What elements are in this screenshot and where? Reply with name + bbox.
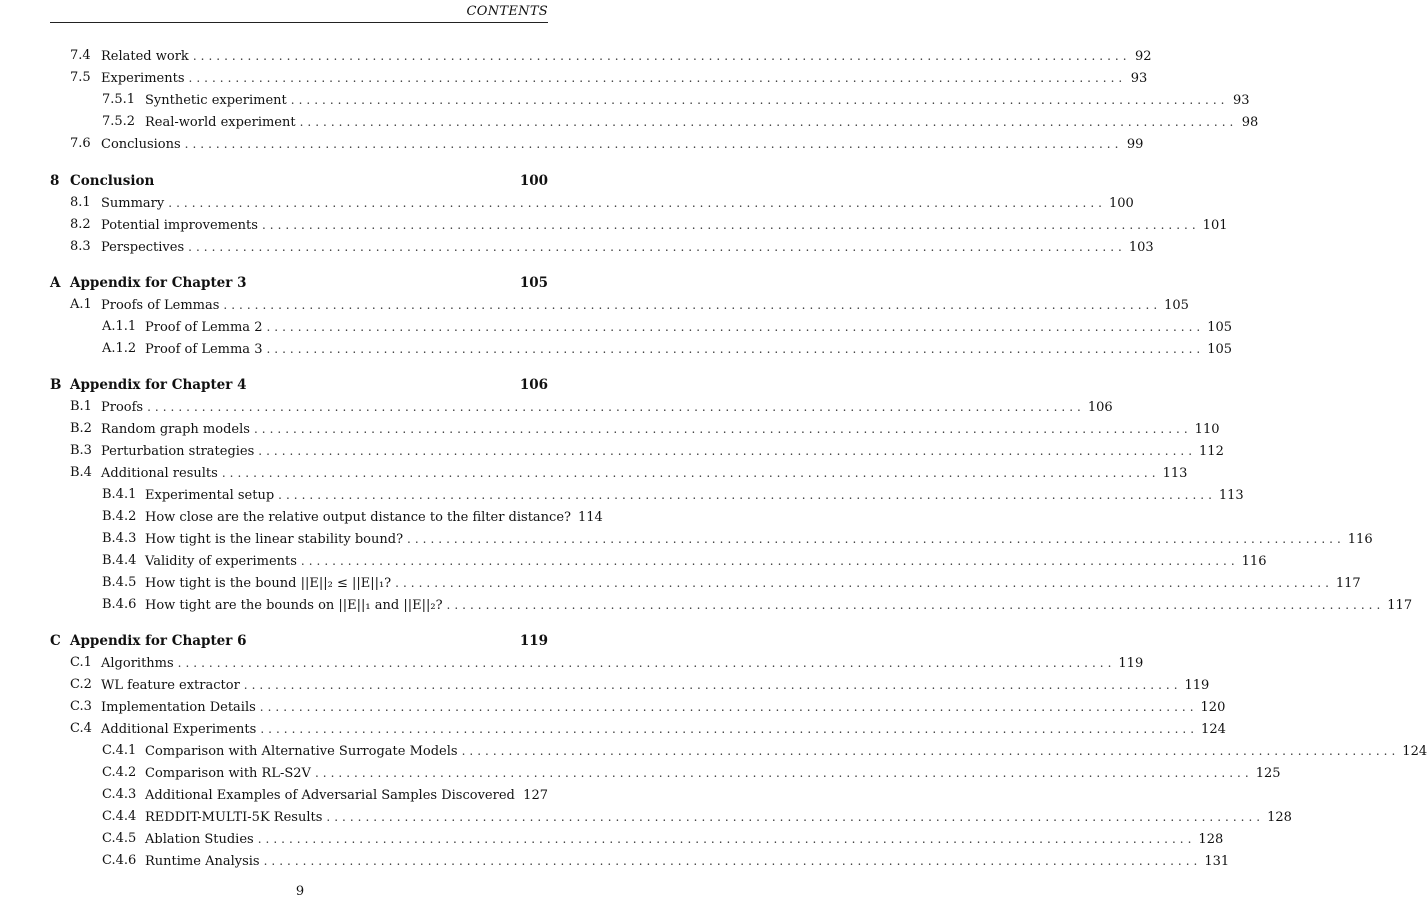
toc-entry-title: Summary <box>101 196 165 211</box>
toc-entry-line <box>145 785 548 806</box>
toc-entry-number: C.1 <box>70 655 92 670</box>
toc-entry-number: C.2 <box>70 677 92 692</box>
toc-entry-line <box>145 763 1281 784</box>
toc-chapter-entry[interactable] <box>0 375 600 395</box>
toc-entry-page: 120 <box>1200 700 1226 715</box>
dot-leader: ........................................................................................................................ <box>260 722 1199 736</box>
dot-leader: ........................................................................................................................ <box>188 240 1126 254</box>
toc-entry-number: C.4 <box>70 721 92 736</box>
toc-entry-number: B.4.5 <box>102 575 137 590</box>
toc-entry-line <box>145 112 1259 133</box>
toc-entry-line <box>145 90 1250 111</box>
toc-entry[interactable] <box>0 134 1144 154</box>
toc-entry[interactable] <box>0 295 1189 315</box>
toc-entry-page: 105 <box>1207 342 1233 357</box>
toc-entry-line <box>101 463 1188 484</box>
toc-entry-page: 124 <box>1402 744 1427 759</box>
toc-entry-page: 93 <box>1232 93 1250 108</box>
toc-entry[interactable] <box>0 675 1210 695</box>
toc-entry-number: B.4.6 <box>102 597 137 612</box>
dot-leader: ........................................................................................................................ <box>223 298 1162 312</box>
toc-entry-title: How tight is the bound ||E||₂ ≤ ||E||₁? <box>145 576 392 591</box>
dot-leader: ........................................................................................................................ <box>314 766 1253 780</box>
toc-entry-title: Related work <box>101 49 189 64</box>
toc-entry-line <box>145 851 1230 872</box>
dot-leader: ........................................................................................................................ <box>263 854 1202 868</box>
toc-entry-title: How tight are the bounds on ||E||₁ and ||E||₂? <box>145 598 443 613</box>
running-header <box>50 4 548 23</box>
dot-leader: ........................................................................................................................ <box>266 342 1205 356</box>
dot-leader: ........................................................................................................................ <box>259 700 1198 714</box>
toc-entry[interactable] <box>0 112 1259 132</box>
toc-entry-title: Potential improvements <box>101 218 258 233</box>
toc-entry-number: C.4.6 <box>102 853 137 868</box>
toc-entry[interactable] <box>0 215 1228 235</box>
toc-entry-number: C.4.1 <box>102 743 137 758</box>
toc-entry-title: Experimental setup <box>145 488 275 503</box>
toc-entry-number: B.1 <box>70 399 92 414</box>
toc-entry-line <box>145 595 1413 616</box>
toc-entry[interactable] <box>0 507 603 527</box>
toc-chapter-entry[interactable] <box>0 631 600 651</box>
toc-entry-number: C.4.2 <box>102 765 137 780</box>
dot-leader: ........................................................................................................................ <box>221 466 1160 480</box>
toc-entry[interactable] <box>0 317 1233 337</box>
toc-entry-title: How close are the relative output distance to the filter distance? <box>145 510 571 525</box>
toc-entry-number: C <box>50 633 61 649</box>
toc-entry-number: C.4.4 <box>102 809 137 824</box>
toc-entry-title: Conclusion <box>70 173 155 189</box>
toc-entry-line <box>145 741 1427 762</box>
toc-entry-title: Appendix for Chapter 3 <box>70 275 247 291</box>
toc-entry-line <box>145 317 1233 338</box>
toc-entry-line <box>101 295 1189 316</box>
toc-entry-title: Perturbation strategies <box>101 444 255 459</box>
dot-leader: ........................................................................................................................ <box>278 488 1216 502</box>
toc-entry[interactable] <box>0 653 1144 673</box>
toc-entry-title: Additional Experiments <box>101 722 257 737</box>
toc-entry[interactable] <box>0 807 1292 827</box>
toc-entry-title: Additional results <box>101 466 218 481</box>
toc-entry[interactable] <box>0 741 1427 761</box>
toc-entry-number: 8 <box>50 173 60 189</box>
toc-entry-number: A.1.2 <box>102 341 137 356</box>
toc-entry-number: A <box>50 275 61 291</box>
toc-entry[interactable] <box>0 397 1113 417</box>
dot-leader: ........................................................................................................................ <box>261 218 1200 232</box>
header-title: CONTENTS <box>466 4 548 19</box>
toc-entry-number: B.4.2 <box>102 509 137 524</box>
toc-entry-page: 110 <box>1194 422 1220 437</box>
toc-entry-title: Validity of experiments <box>145 554 297 569</box>
toc-entry-page: 112 <box>1199 444 1224 459</box>
toc-entry-line <box>145 529 1373 550</box>
toc-entry-page: 117 <box>1335 576 1361 591</box>
toc-entry-page: 93 <box>1130 71 1148 86</box>
dot-leader: ........................................................................................................................ <box>147 400 1085 414</box>
toc-entry-line <box>101 719 1226 740</box>
toc-entry-page: 131 <box>1204 854 1230 869</box>
toc-entry-title: Random graph models <box>101 422 250 437</box>
toc-entry[interactable] <box>0 193 1134 213</box>
toc-entry-page: 101 <box>1202 218 1228 233</box>
toc-entry-title: Synthetic experiment <box>145 93 287 108</box>
toc-entry-line <box>70 375 548 395</box>
toc-entry-line <box>145 573 1361 594</box>
toc-entry-number: C.4.3 <box>102 787 137 802</box>
toc-entry-page: 106 <box>1087 400 1113 415</box>
toc-entry-page: 105 <box>519 275 548 291</box>
dot-leader: ........................................................................................................................ <box>243 678 1182 692</box>
toc-entry-page: 119 <box>1184 678 1210 693</box>
toc-entry-title: Appendix for Chapter 6 <box>70 633 247 649</box>
toc-entry-page: 106 <box>519 377 548 393</box>
toc-entry-number: 7.5 <box>70 70 91 85</box>
toc-entry-number: 7.5.2 <box>102 114 136 129</box>
toc-entry-number: 8.1 <box>70 195 91 210</box>
toc-entry-line <box>145 807 1292 828</box>
toc-entry[interactable] <box>0 463 1188 483</box>
toc-entry-page: 119 <box>1118 656 1144 671</box>
toc-entry-number: B.4.1 <box>102 487 137 502</box>
dot-leader: ........................................................................................................................ <box>253 422 1192 436</box>
dot-leader: ........................................................................................................................ <box>446 598 1385 612</box>
dot-leader: ........................................................................................................................ <box>395 576 1333 590</box>
toc-entry-page: 125 <box>1255 766 1281 781</box>
toc-entry-number: C.4.5 <box>102 831 137 846</box>
toc-entry[interactable] <box>0 551 1267 571</box>
toc-entry-line <box>145 551 1267 572</box>
dot-leader: ........................................................................................................................ <box>188 71 1127 85</box>
toc-entry-line <box>101 237 1154 258</box>
toc-entry-line <box>101 215 1228 236</box>
page-number: 9 <box>295 884 305 899</box>
toc-entry-line <box>145 485 1244 506</box>
toc-entry-line <box>101 697 1226 718</box>
toc-entry-line <box>101 441 1224 462</box>
toc-entry[interactable] <box>0 595 1413 615</box>
toc-entry-number: 8.3 <box>70 239 91 254</box>
toc-entry-number: B.2 <box>70 421 92 436</box>
toc-entry-page: 127 <box>523 788 548 803</box>
toc-entry[interactable] <box>0 68 1148 88</box>
toc-entry[interactable] <box>0 90 1250 110</box>
toc-entry[interactable] <box>0 785 600 805</box>
toc-entry-page: 99 <box>1126 137 1144 152</box>
toc-entry-page: 98 <box>1241 115 1259 130</box>
toc-entry-title: Comparison with Alternative Surrogate Models <box>145 744 458 759</box>
dot-leader: ........................................................................................................................ <box>290 93 1229 107</box>
toc-entry-line <box>101 397 1113 418</box>
toc-entry-line <box>70 631 548 651</box>
toc-entry-title: WL feature extractor <box>101 678 240 693</box>
toc-entry-number: A.1 <box>70 297 92 312</box>
toc-entry-page: 105 <box>1207 320 1233 335</box>
toc-entry-line <box>101 675 1210 696</box>
toc-entry[interactable] <box>0 419 1220 439</box>
dot-leader: ........................................................................................................................ <box>168 196 1106 210</box>
toc-entry-line <box>101 653 1144 674</box>
toc-entry[interactable] <box>0 46 1152 66</box>
toc-entry-line <box>145 829 1224 850</box>
toc-entry-page: 105 <box>1164 298 1189 313</box>
toc-entry[interactable] <box>0 829 1224 849</box>
toc-entry-line <box>101 68 1148 89</box>
toc-entry-line <box>101 134 1144 155</box>
dot-leader: ........................................................................................................................ <box>184 137 1123 151</box>
toc-entry[interactable] <box>0 237 1154 257</box>
dot-leader: ........................................................................................................................ <box>326 810 1265 824</box>
toc-entry-title: Perspectives <box>101 240 185 255</box>
toc-entry-line <box>101 193 1134 214</box>
toc-entry-title: Ablation Studies <box>145 832 254 847</box>
toc-entry-line <box>145 339 1233 360</box>
toc-entry-number: B.4.4 <box>102 553 137 568</box>
toc-entry-title: Comparison with RL-S2V <box>145 766 311 781</box>
toc-entry[interactable] <box>0 485 1244 505</box>
toc-entry[interactable] <box>0 573 1361 593</box>
dot-leader: ........................................................................................................................ <box>192 49 1131 63</box>
toc-entry-line <box>101 419 1220 440</box>
toc-entry-page: 116 <box>1347 532 1373 547</box>
dot-leader: ........................................................................................................................ <box>257 832 1196 846</box>
toc-entry-title: Additional Examples of Adversarial Samples Discovered <box>145 788 515 803</box>
toc-entry[interactable] <box>0 719 1226 739</box>
toc-entry-page: 100 <box>1108 196 1134 211</box>
toc-entry[interactable] <box>0 697 1226 717</box>
toc-entry-page: 113 <box>1218 488 1244 503</box>
toc-entry[interactable] <box>0 339 1233 359</box>
dot-leader: ........................................................................................................................ <box>461 744 1400 758</box>
toc-entry[interactable] <box>0 763 1281 783</box>
toc-entry-number: B.4 <box>70 465 92 480</box>
toc-entry-page: 116 <box>1241 554 1267 569</box>
toc-entry-number: 8.2 <box>70 217 91 232</box>
toc-entry-page: 124 <box>1201 722 1226 737</box>
toc-entry-title: Implementation Details <box>101 700 256 715</box>
toc-entry-line <box>70 273 548 293</box>
toc-entry[interactable] <box>0 851 1230 871</box>
toc-entry-line <box>145 507 603 528</box>
toc-entry-page: 128 <box>1267 810 1292 825</box>
toc-entry-title: Proof of Lemma 3 <box>145 342 263 357</box>
toc-entry-number: B.4.3 <box>102 531 137 546</box>
toc-entry-title: How tight is the linear stability bound? <box>145 532 404 547</box>
toc-entry-number: 7.4 <box>70 48 91 63</box>
toc-chapter-entry[interactable] <box>0 273 600 293</box>
dot-leader: ........................................................................................................................ <box>177 656 1116 670</box>
toc-entry-page: 128 <box>1198 832 1224 847</box>
toc-entry-number: B.3 <box>70 443 92 458</box>
toc-entry-title: Conclusions <box>101 137 181 152</box>
toc-entry-title: Proofs <box>101 400 144 415</box>
toc-entry-number: A.1.1 <box>102 319 137 334</box>
toc-entry-page: 103 <box>1128 240 1154 255</box>
toc-entry-number: 7.5.1 <box>102 92 136 107</box>
dot-leader: ........................................................................................................................ <box>266 320 1205 334</box>
toc-entry-line <box>70 171 548 191</box>
toc-entry-title: Proofs of Lemmas <box>101 298 220 313</box>
dot-leader: ........................................................................................................................ <box>300 554 1239 568</box>
toc-chapter-entry[interactable] <box>0 171 600 191</box>
toc-entry-page: 100 <box>519 173 548 189</box>
toc-entry-page: 119 <box>519 633 548 649</box>
toc-entry-page: 117 <box>1387 598 1413 613</box>
dot-leader: ........................................................................................................................ <box>299 115 1238 129</box>
toc-entry-title: Runtime Analysis <box>145 854 260 869</box>
dot-leader: ........................................................................................................................ <box>407 532 1345 546</box>
toc-entry[interactable] <box>0 529 1373 549</box>
toc-entry-title: Real-world experiment <box>145 115 296 130</box>
toc-entry-page: 114 <box>578 510 603 525</box>
toc-entry-title: Experiments <box>101 71 185 86</box>
toc-entry-title: REDDIT-MULTI-5K Results <box>145 810 323 825</box>
toc-entry-number: 7.6 <box>70 136 91 151</box>
toc-entry-number: B <box>50 377 62 393</box>
toc-entry-line <box>101 46 1152 67</box>
dot-leader: ........................................................................................................................ <box>258 444 1197 458</box>
toc-entry[interactable] <box>0 441 1224 461</box>
toc-entry-title: Algorithms <box>101 656 174 671</box>
toc-entry-title: Appendix for Chapter 4 <box>70 377 247 393</box>
toc-entry-page: 92 <box>1135 49 1152 64</box>
toc-entry-title: Proof of Lemma 2 <box>145 320 263 335</box>
toc-entry-number: C.3 <box>70 699 92 714</box>
toc-entry-page: 113 <box>1162 466 1188 481</box>
